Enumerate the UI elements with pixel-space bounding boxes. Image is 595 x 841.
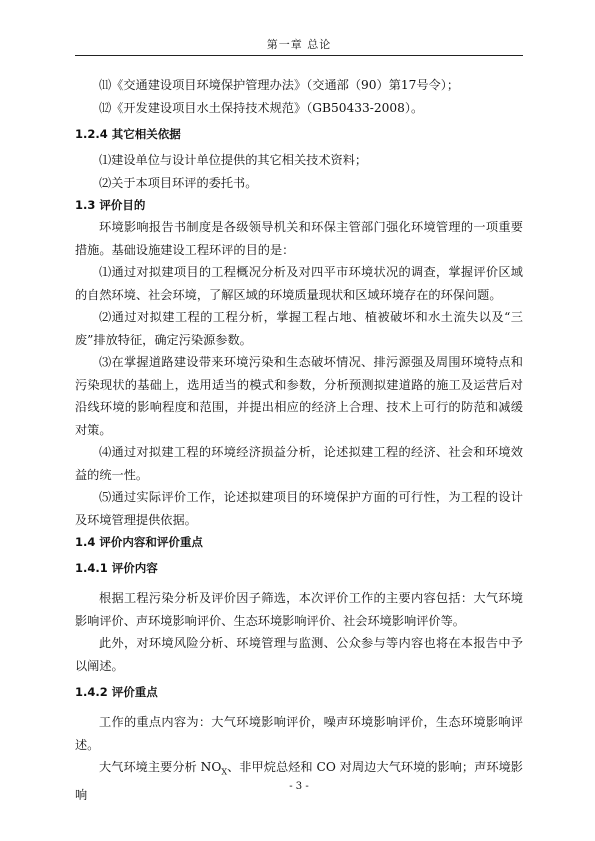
subscript: X: [221, 767, 228, 777]
list-item: ⑵通过对拟建工程的工程分析，掌握工程占地、植被破坏和水土流失以及“三废”排放特征，确定污染源参数。: [75, 310, 523, 347]
list-item: ⑴通过对拟建项目的工程概况分析及对四平市环境状况的调查，掌握评价区域的自然环境、社会环境，了解区域的环境质量现状和区域环境存在的环保问题。: [75, 265, 523, 302]
section-heading: 1.3 评价目的: [75, 198, 146, 212]
section-heading: 1.4 评价内容和评价重点: [75, 535, 203, 549]
paragraph-text: 大气环境主要分析 NO: [99, 760, 222, 774]
reference-item: ⑾《交通建设项目环境保护管理办法》（交通部（90）第17号令）；: [99, 78, 460, 92]
paragraph: 工作的重点内容为：大气环境影响评价，噪声环境影响评价，生态环境影响评述。: [75, 715, 523, 752]
subsection-heading: 1.4.1 评价内容: [75, 561, 158, 575]
list-item: ⑵关于本项目环评的委托书。: [99, 175, 258, 190]
paragraph: 根据工程污染分析及评价因子筛选，本次评价工作的主要内容包括：大气环境影响评价、声环境影响评价、生态环境影响评价、社会环境影响评价等。: [75, 591, 523, 628]
paragraph: 此外，对环境风险分析、环境管理与监测、公众参与等内容也将在本报告中予以阐述。: [75, 636, 523, 673]
list-item: ⑷通过对拟建工程的环境经济损益分析，论述拟建工程的经济、社会和环境效益的统一性。: [75, 445, 523, 482]
list-item: ⑸通过实际评价工作，论述拟建项目的环境保护方面的可行性，为工程的设计及环境管理提供依据。: [75, 490, 523, 527]
list-item: ⑶在掌握道路建设带来环境污染和生态破坏情况、排污源强及周围环境特点和污染现状的基础上，选用适当的模式和参数，分析预测拟建道路的施工及运营后对沿线环境的影响程度和范围，并提出相应的经济上合理、技术上可行的防范和减缓对策。: [75, 355, 523, 437]
running-header: 第一章 总论: [266, 38, 332, 51]
page-number: - 3 -: [289, 781, 309, 792]
paragraph: 环境影响报告书制度是各级领导机关和环保主管部门强化环境管理的一项重要措施。基础设施建设工程环评的目的是：: [75, 220, 523, 257]
reference-item: ⑿《开发建设项目水土保持技术规范》（GB50433-2008）。: [99, 100, 424, 115]
paragraph-text: 、非甲烷总烃和 CO 对周边大气环境的影响；声环境影响: [75, 760, 523, 802]
header-rule: [75, 55, 523, 56]
page-body: [75, 74, 523, 806]
subsection-heading: 1.4.2 评价重点: [75, 685, 158, 699]
section-heading: 1.2.4 其它相关依据: [75, 127, 181, 141]
list-item: ⑴建设单位与设计单位提供的其它相关技术资料；: [99, 153, 368, 167]
